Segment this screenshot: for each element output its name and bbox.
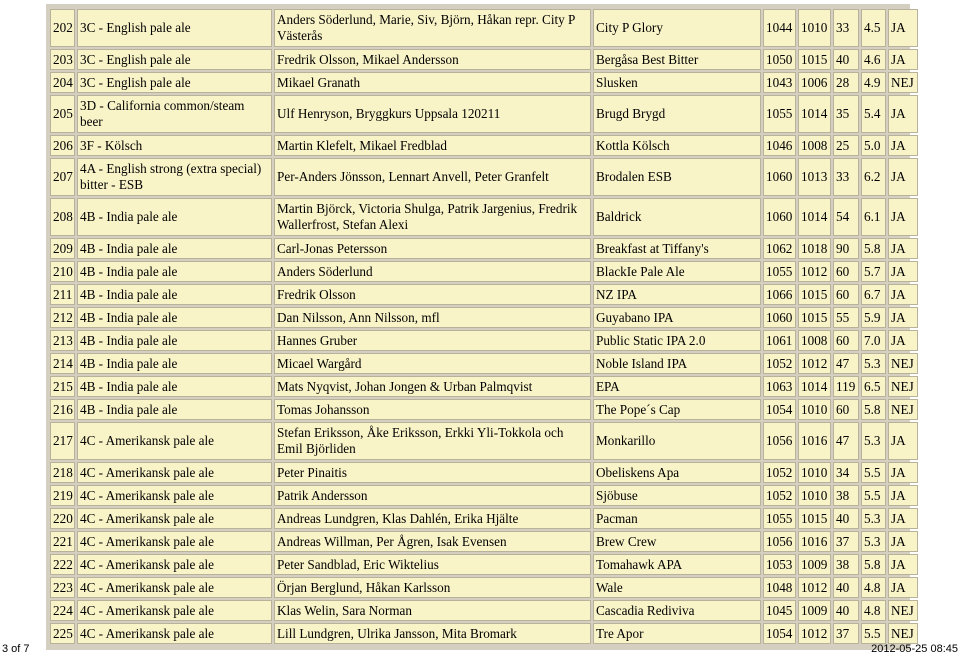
fg-cell: 1016 <box>798 531 831 552</box>
beer-name-cell: Cascadia Rediviva <box>593 600 761 621</box>
beer-style-cell: 4B - India pale ale <box>77 238 272 259</box>
entry-number-cell: 207 <box>50 158 75 196</box>
entry-number-cell: 203 <box>50 49 75 70</box>
ibu-cell: 54 <box>833 198 859 236</box>
table-row <box>50 399 918 420</box>
answer-cell: JA <box>888 577 918 598</box>
og-cell: 1056 <box>763 531 796 552</box>
og-cell: 1055 <box>763 261 796 282</box>
og-cell: 1054 <box>763 623 796 644</box>
brewers-cell: Mikael Granath <box>274 72 591 93</box>
beer-name-cell: Monkarillo <box>593 422 761 460</box>
ibu-cell: 25 <box>833 135 859 156</box>
fg-cell: 1010 <box>798 399 831 420</box>
abv-cell: 5.4 <box>861 95 886 133</box>
beer-style-cell: 4B - India pale ale <box>77 330 272 351</box>
ibu-cell: 33 <box>833 158 859 196</box>
ibu-cell: 38 <box>833 485 859 506</box>
fg-cell: 1012 <box>798 623 831 644</box>
brewers-cell: Patrik Andersson <box>274 485 591 506</box>
answer-cell: JA <box>888 261 918 282</box>
table-row <box>50 238 918 259</box>
entry-number-cell: 216 <box>50 399 75 420</box>
entry-number-cell: 222 <box>50 554 75 575</box>
answer-cell: NEJ <box>888 376 918 397</box>
ibu-cell: 40 <box>833 508 859 529</box>
brewers-cell: Peter Pinaitis <box>274 462 591 483</box>
og-cell: 1054 <box>763 399 796 420</box>
beer-style-cell: 3F - Kölsch <box>77 135 272 156</box>
table-row <box>50 9 918 47</box>
entry-number-cell: 204 <box>50 72 75 93</box>
abv-cell: 5.8 <box>861 554 886 575</box>
og-cell: 1050 <box>763 49 796 70</box>
table-row <box>50 284 918 305</box>
ibu-cell: 60 <box>833 284 859 305</box>
beer-name-cell: Sjöbuse <box>593 485 761 506</box>
brewers-cell: Mats Nyqvist, Johan Jongen & Urban Palmqvist <box>274 376 591 397</box>
og-cell: 1063 <box>763 376 796 397</box>
brewers-cell: Dan Nilsson, Ann Nilsson, mfl <box>274 307 591 328</box>
entry-number-cell: 212 <box>50 307 75 328</box>
beer-name-cell: Pacman <box>593 508 761 529</box>
beer-style-cell: 4C - Amerikansk pale ale <box>77 462 272 483</box>
ibu-cell: 38 <box>833 554 859 575</box>
brewers-cell: Martin Klefelt, Mikael Fredblad <box>274 135 591 156</box>
fg-cell: 1014 <box>798 198 831 236</box>
results-table <box>48 7 920 646</box>
ibu-cell: 60 <box>833 261 859 282</box>
table-row <box>50 158 918 196</box>
brewers-cell: Hannes Gruber <box>274 330 591 351</box>
og-cell: 1043 <box>763 72 796 93</box>
abv-cell: 6.1 <box>861 198 886 236</box>
fg-cell: 1010 <box>798 485 831 506</box>
abv-cell: 4.6 <box>861 49 886 70</box>
fg-cell: 1012 <box>798 353 831 374</box>
brewers-cell: Andreas Willman, Per Ågren, Isak Evensen <box>274 531 591 552</box>
table-row <box>50 307 918 328</box>
ibu-cell: 33 <box>833 9 859 47</box>
abv-cell: 7.0 <box>861 330 886 351</box>
og-cell: 1060 <box>763 158 796 196</box>
answer-cell: JA <box>888 508 918 529</box>
answer-cell: JA <box>888 158 918 196</box>
abv-cell: 6.7 <box>861 284 886 305</box>
print-timestamp: 2012-05-25 08:45 <box>871 643 958 655</box>
fg-cell: 1018 <box>798 238 831 259</box>
beer-style-cell: 3C - English pale ale <box>77 49 272 70</box>
og-cell: 1055 <box>763 95 796 133</box>
beer-name-cell: Tomahawk APA <box>593 554 761 575</box>
beer-name-cell: Kottla Kölsch <box>593 135 761 156</box>
beer-name-cell: Public Static IPA 2.0 <box>593 330 761 351</box>
brewers-cell: Peter Sandblad, Eric Wiktelius <box>274 554 591 575</box>
og-cell: 1066 <box>763 284 796 305</box>
abv-cell: 4.9 <box>861 72 886 93</box>
beer-style-cell: 4C - Amerikansk pale ale <box>77 623 272 644</box>
fg-cell: 1006 <box>798 72 831 93</box>
entry-number-cell: 209 <box>50 238 75 259</box>
beer-style-cell: 4B - India pale ale <box>77 261 272 282</box>
fg-cell: 1008 <box>798 135 831 156</box>
beer-style-cell: 4B - India pale ale <box>77 307 272 328</box>
table-row <box>50 95 918 133</box>
table-row <box>50 623 918 644</box>
abv-cell: 6.2 <box>861 158 886 196</box>
table-row <box>50 376 918 397</box>
abv-cell: 5.3 <box>861 508 886 529</box>
beer-style-cell: 4B - India pale ale <box>77 284 272 305</box>
table-row <box>50 261 918 282</box>
entry-number-cell: 202 <box>50 9 75 47</box>
brewers-cell: Örjan Berglund, Håkan Karlsson <box>274 577 591 598</box>
answer-cell: JA <box>888 9 918 47</box>
entry-number-cell: 208 <box>50 198 75 236</box>
og-cell: 1048 <box>763 577 796 598</box>
beer-style-cell: 4C - Amerikansk pale ale <box>77 577 272 598</box>
ibu-cell: 35 <box>833 95 859 133</box>
ibu-cell: 40 <box>833 49 859 70</box>
abv-cell: 4.5 <box>861 9 886 47</box>
brewers-cell: Anders Söderlund, Marie, Siv, Björn, Håkan repr. City P Västerås <box>274 9 591 47</box>
table-row <box>50 485 918 506</box>
brewers-cell: Martin Björck, Victoria Shulga, Patrik Jargenius, Fredrik Wallerfrost, Stefan Alexi <box>274 198 591 236</box>
brewers-cell: Per-Anders Jönsson, Lennart Anvell, Peter Granfelt <box>274 158 591 196</box>
beer-name-cell: Brodalen ESB <box>593 158 761 196</box>
entry-number-cell: 217 <box>50 422 75 460</box>
ibu-cell: 60 <box>833 330 859 351</box>
fg-cell: 1015 <box>798 49 831 70</box>
og-cell: 1060 <box>763 198 796 236</box>
ibu-cell: 55 <box>833 307 859 328</box>
og-cell: 1046 <box>763 135 796 156</box>
answer-cell: JA <box>888 198 918 236</box>
beer-name-cell: Bergåsa Best Bitter <box>593 49 761 70</box>
entry-number-cell: 225 <box>50 623 75 644</box>
og-cell: 1061 <box>763 330 796 351</box>
beer-style-cell: 4A - English strong (extra special) bitter - ESB <box>77 158 272 196</box>
beer-name-cell: City P Glory <box>593 9 761 47</box>
beer-style-cell: 4C - Amerikansk pale ale <box>77 554 272 575</box>
beer-name-cell: BlackIe Pale Ale <box>593 261 761 282</box>
beer-name-cell: Slusken <box>593 72 761 93</box>
table-row <box>50 577 918 598</box>
table-row <box>50 508 918 529</box>
fg-cell: 1014 <box>798 376 831 397</box>
beer-name-cell: Guyabano IPA <box>593 307 761 328</box>
brewers-cell: Lill Lundgren, Ulrika Jansson, Mita Bromark <box>274 623 591 644</box>
table-row <box>50 72 918 93</box>
entry-number-cell: 219 <box>50 485 75 506</box>
fg-cell: 1010 <box>798 9 831 47</box>
answer-cell: JA <box>888 95 918 133</box>
answer-cell: JA <box>888 462 918 483</box>
answer-cell: NEJ <box>888 600 918 621</box>
brewers-cell: Stefan Eriksson, Åke Eriksson, Erkki Yli-Tokkola och Emil Björliden <box>274 422 591 460</box>
brewers-cell: Fredrik Olsson <box>274 284 591 305</box>
results-table-container <box>46 4 914 650</box>
table-row <box>50 198 918 236</box>
abv-cell: 6.5 <box>861 376 886 397</box>
brewers-cell: Andreas Lundgren, Klas Dahlén, Erika Hjälte <box>274 508 591 529</box>
abv-cell: 5.3 <box>861 531 886 552</box>
beer-name-cell: Wale <box>593 577 761 598</box>
abv-cell: 4.8 <box>861 577 886 598</box>
fg-cell: 1015 <box>798 284 831 305</box>
beer-name-cell: Tre Apor <box>593 623 761 644</box>
og-cell: 1052 <box>763 462 796 483</box>
beer-style-cell: 3C - English pale ale <box>77 9 272 47</box>
entry-number-cell: 215 <box>50 376 75 397</box>
fg-cell: 1015 <box>798 508 831 529</box>
ibu-cell: 34 <box>833 462 859 483</box>
og-cell: 1062 <box>763 238 796 259</box>
table-row <box>50 353 918 374</box>
abv-cell: 5.8 <box>861 238 886 259</box>
beer-style-cell: 4B - India pale ale <box>77 399 272 420</box>
answer-cell: JA <box>888 238 918 259</box>
ibu-cell: 37 <box>833 623 859 644</box>
table-row <box>50 49 918 70</box>
ibu-cell: 90 <box>833 238 859 259</box>
ibu-cell: 40 <box>833 600 859 621</box>
beer-style-cell: 3D - California common/steam beer <box>77 95 272 133</box>
abv-cell: 5.5 <box>861 485 886 506</box>
answer-cell: JA <box>888 49 918 70</box>
fg-cell: 1012 <box>798 577 831 598</box>
ibu-cell: 60 <box>833 399 859 420</box>
beer-name-cell: Brew Crew <box>593 531 761 552</box>
results-table-body <box>50 9 918 644</box>
entry-number-cell: 214 <box>50 353 75 374</box>
fg-cell: 1014 <box>798 95 831 133</box>
beer-style-cell: 4C - Amerikansk pale ale <box>77 508 272 529</box>
fg-cell: 1016 <box>798 422 831 460</box>
table-row <box>50 600 918 621</box>
ibu-cell: 47 <box>833 422 859 460</box>
answer-cell: JA <box>888 554 918 575</box>
entry-number-cell: 224 <box>50 600 75 621</box>
beer-style-cell: 4B - India pale ale <box>77 376 272 397</box>
beer-name-cell: The Pope´s Cap <box>593 399 761 420</box>
answer-cell: JA <box>888 422 918 460</box>
fg-cell: 1009 <box>798 554 831 575</box>
entry-number-cell: 220 <box>50 508 75 529</box>
og-cell: 1053 <box>763 554 796 575</box>
og-cell: 1045 <box>763 600 796 621</box>
answer-cell: JA <box>888 485 918 506</box>
answer-cell: JA <box>888 307 918 328</box>
beer-name-cell: Breakfast at Tiffany's <box>593 238 761 259</box>
table-row <box>50 554 918 575</box>
abv-cell: 5.7 <box>861 261 886 282</box>
beer-style-cell: 4C - Amerikansk pale ale <box>77 485 272 506</box>
brewers-cell: Fredrik Olsson, Mikael Andersson <box>274 49 591 70</box>
abv-cell: 5.5 <box>861 623 886 644</box>
brewers-cell: Micael Wargård <box>274 353 591 374</box>
table-row <box>50 135 918 156</box>
abv-cell: 5.3 <box>861 422 886 460</box>
abv-cell: 5.3 <box>861 353 886 374</box>
table-row <box>50 462 918 483</box>
abv-cell: 5.9 <box>861 307 886 328</box>
beer-name-cell: Baldrick <box>593 198 761 236</box>
ibu-cell: 40 <box>833 577 859 598</box>
ibu-cell: 28 <box>833 72 859 93</box>
og-cell: 1060 <box>763 307 796 328</box>
beer-style-cell: 4C - Amerikansk pale ale <box>77 531 272 552</box>
abv-cell: 5.0 <box>861 135 886 156</box>
entry-number-cell: 205 <box>50 95 75 133</box>
entry-number-cell: 218 <box>50 462 75 483</box>
answer-cell: JA <box>888 284 918 305</box>
beer-name-cell: EPA <box>593 376 761 397</box>
table-row <box>50 531 918 552</box>
brewers-cell: Ulf Henryson, Bryggkurs Uppsala 120211 <box>274 95 591 133</box>
beer-style-cell: 4C - Amerikansk pale ale <box>77 422 272 460</box>
entry-number-cell: 211 <box>50 284 75 305</box>
abv-cell: 5.5 <box>861 462 886 483</box>
fg-cell: 1012 <box>798 261 831 282</box>
ibu-cell: 47 <box>833 353 859 374</box>
fg-cell: 1009 <box>798 600 831 621</box>
fg-cell: 1010 <box>798 462 831 483</box>
entry-number-cell: 213 <box>50 330 75 351</box>
table-row <box>50 330 918 351</box>
og-cell: 1055 <box>763 508 796 529</box>
answer-cell: JA <box>888 135 918 156</box>
fg-cell: 1013 <box>798 158 831 196</box>
beer-style-cell: 3C - English pale ale <box>77 72 272 93</box>
beer-name-cell: Brugd Brygd <box>593 95 761 133</box>
brewers-cell: Anders Söderlund <box>274 261 591 282</box>
fg-cell: 1015 <box>798 307 831 328</box>
answer-cell: JA <box>888 531 918 552</box>
beer-style-cell: 4B - India pale ale <box>77 198 272 236</box>
entry-number-cell: 206 <box>50 135 75 156</box>
beer-name-cell: Noble Island IPA <box>593 353 761 374</box>
abv-cell: 4.8 <box>861 600 886 621</box>
answer-cell: NEJ <box>888 72 918 93</box>
entry-number-cell: 223 <box>50 577 75 598</box>
brewers-cell: Carl-Jonas Petersson <box>274 238 591 259</box>
brewers-cell: Klas Welin, Sara Norman <box>274 600 591 621</box>
beer-style-cell: 4C - Amerikansk pale ale <box>77 600 272 621</box>
og-cell: 1044 <box>763 9 796 47</box>
beer-style-cell: 4B - India pale ale <box>77 353 272 374</box>
abv-cell: 5.8 <box>861 399 886 420</box>
og-cell: 1052 <box>763 485 796 506</box>
answer-cell: NEJ <box>888 399 918 420</box>
answer-cell: JA <box>888 330 918 351</box>
og-cell: 1056 <box>763 422 796 460</box>
beer-name-cell: Obeliskens Apa <box>593 462 761 483</box>
og-cell: 1052 <box>763 353 796 374</box>
fg-cell: 1008 <box>798 330 831 351</box>
entry-number-cell: 210 <box>50 261 75 282</box>
page-number: 3 of 7 <box>2 643 30 655</box>
beer-name-cell: NZ IPA <box>593 284 761 305</box>
ibu-cell: 37 <box>833 531 859 552</box>
ibu-cell: 119 <box>833 376 859 397</box>
brewers-cell: Tomas Johansson <box>274 399 591 420</box>
answer-cell: NEJ <box>888 623 918 644</box>
entry-number-cell: 221 <box>50 531 75 552</box>
answer-cell: NEJ <box>888 353 918 374</box>
table-row <box>50 422 918 460</box>
